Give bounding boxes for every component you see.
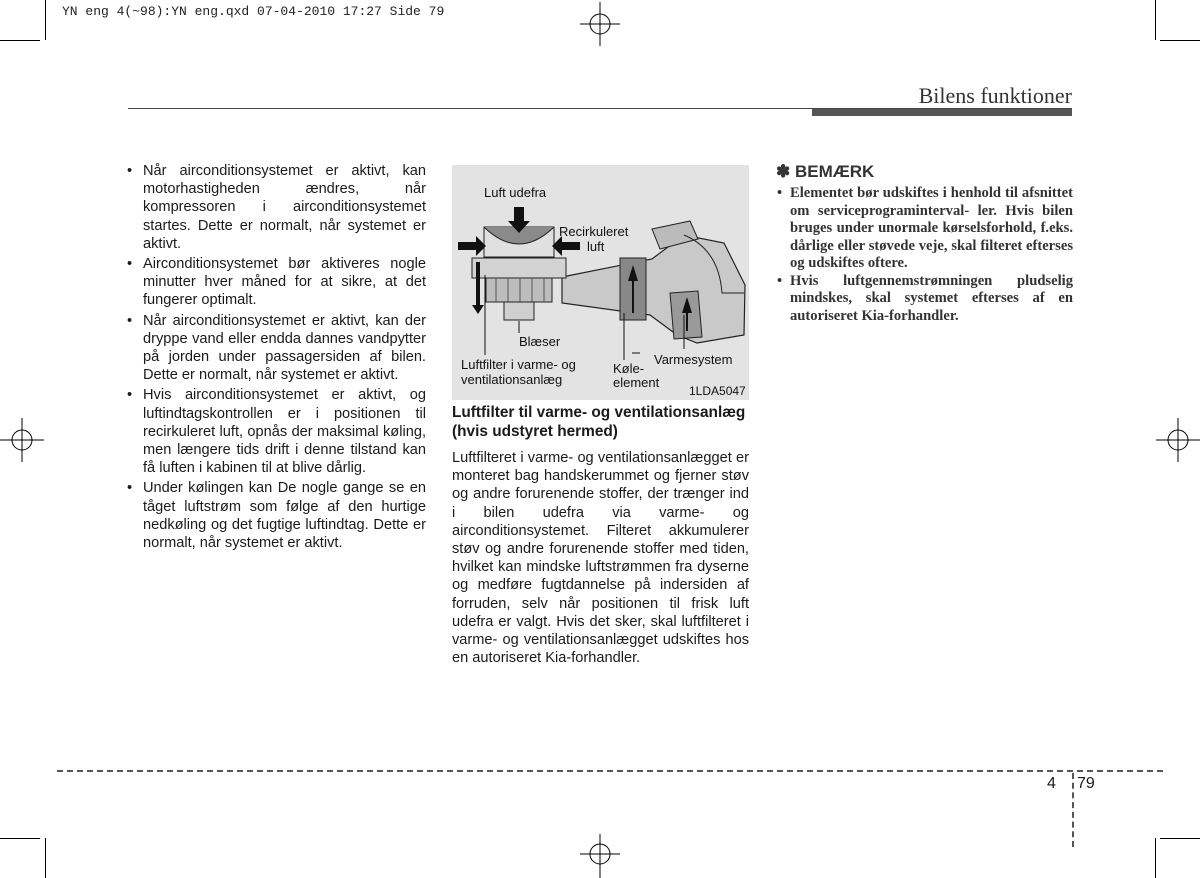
- figure-label-recirc: luft: [587, 239, 605, 254]
- air-filter-section: [452, 404, 749, 667]
- crop-mark: [1160, 40, 1200, 41]
- figure-label-cooling: element: [613, 375, 660, 390]
- figure-label-filter: ventilationsanlæg: [461, 372, 563, 387]
- chapter-number: 4: [1047, 775, 1056, 792]
- note-heading: ✽ BEMÆRK: [776, 162, 875, 181]
- crop-mark: [1160, 838, 1200, 839]
- list-item: • Når airconditionsystemet er aktivt, kan der dryppe vand eller endda dannes vandpytter på jorden under passagersiden af bilen. Dette er normalt, når systemet er aktivt.: [126, 312, 426, 385]
- ac-notes-column: [126, 162, 426, 554]
- registration-mark-bottom: [580, 834, 620, 878]
- page-number: 79: [1077, 775, 1095, 792]
- running-title: Bilens funktioner: [918, 83, 1072, 108]
- list-item: • Airconditionsystemet bør aktiveres nogle minutter hver måned for at sikre, at det fungerer optimalt.: [126, 255, 426, 310]
- footer-rule: [57, 770, 1163, 772]
- note-list: [776, 185, 1073, 325]
- figure-code: 1LDA5047: [689, 384, 746, 398]
- figure-label-recirc: Recirkuleret: [559, 224, 629, 239]
- print-slug: YN eng 4(~98):YN eng.qxd 07-04-2010 17:27 Side 79: [62, 4, 445, 19]
- registration-mark-left: [0, 418, 44, 462]
- list-item: • Hvis airconditionsystemet er aktivt, og luftindtagskontrollen er i positionen til recirkuleret luft, opnås der maksimal køling, men længere tids drift i denne tilstand kan få luften i kabinen til at blive dårlig.: [126, 386, 426, 477]
- registration-mark-top: [580, 2, 620, 46]
- section-heading: Luftfilter til varme- og ventilationsanlæg (hvis udstyret hermed): [452, 404, 746, 440]
- section-body: Luftfilteret i varme- og ventilationsanlægget er monteret bag handskerummet og fjerner støv og andre forurenende stoffer, der trænger ind i bilen udefra via varme- og airconditionsystemet. Filteret akkumulerer støv og andre forurenende stoffer med tiden, hvilket kan mindske luftstrømmen fra dyserne og medføre fugtdannelse på indersiden af forruden, selv når positionen til frisk luft udefra er valgt. Hvis det sker, skal luftfilteret i varme- og ventilationsanlægget udskiftes hos en autoriseret Kia-forhandler.: [452, 450, 749, 667]
- header-rule-accent: [812, 109, 1072, 116]
- hvac-illustration: [452, 165, 749, 400]
- list-item: • Under kølingen kan De nogle gange se en tåget luftstrøm som følge af den hurtige nedkøling og det fugtige luftindtag. Dette er normalt, når systemet er aktivt.: [126, 479, 426, 552]
- list-item: • Hvis luftgennemstrømningen pludselig mindskes, skal systemet efterses af en autoriseret Kia-forhandler.: [776, 273, 1073, 326]
- registration-mark-right: [1156, 418, 1200, 462]
- crop-mark: [45, 838, 46, 878]
- figure-label-outside-air: Luft udefra: [484, 185, 547, 200]
- crop-mark: [45, 0, 46, 40]
- figure-label-filter: Luftfilter i varme- og: [461, 357, 576, 372]
- ac-bullet-list: [126, 162, 426, 552]
- list-item: • Elementet bør udskiftes i henhold til afsnittet om serviceprograminterval- ler. Hvis bilen bruges under unormale kørselsforhold, f.eks. dårlige eller støvede veje, skal filteret efterses og udskiftes oftere.: [776, 185, 1073, 273]
- list-item: • Når airconditionsystemet er aktivt, kan motorhastigheden ændres, når kompressoren i airconditionsystemet startes. Dette er normalt, når systemet er aktivt.: [126, 162, 426, 253]
- crop-mark: [0, 40, 40, 41]
- figure-label-heater: Varmesystem: [654, 352, 733, 367]
- figure-label-cooling: Køle-: [613, 361, 645, 376]
- figure-label-blower: Blæser: [519, 334, 561, 349]
- crop-mark: [1155, 838, 1156, 878]
- crop-mark: [0, 838, 40, 839]
- note-box: [776, 162, 1073, 325]
- footer-divider: [1072, 773, 1074, 847]
- crop-mark: [1155, 0, 1156, 40]
